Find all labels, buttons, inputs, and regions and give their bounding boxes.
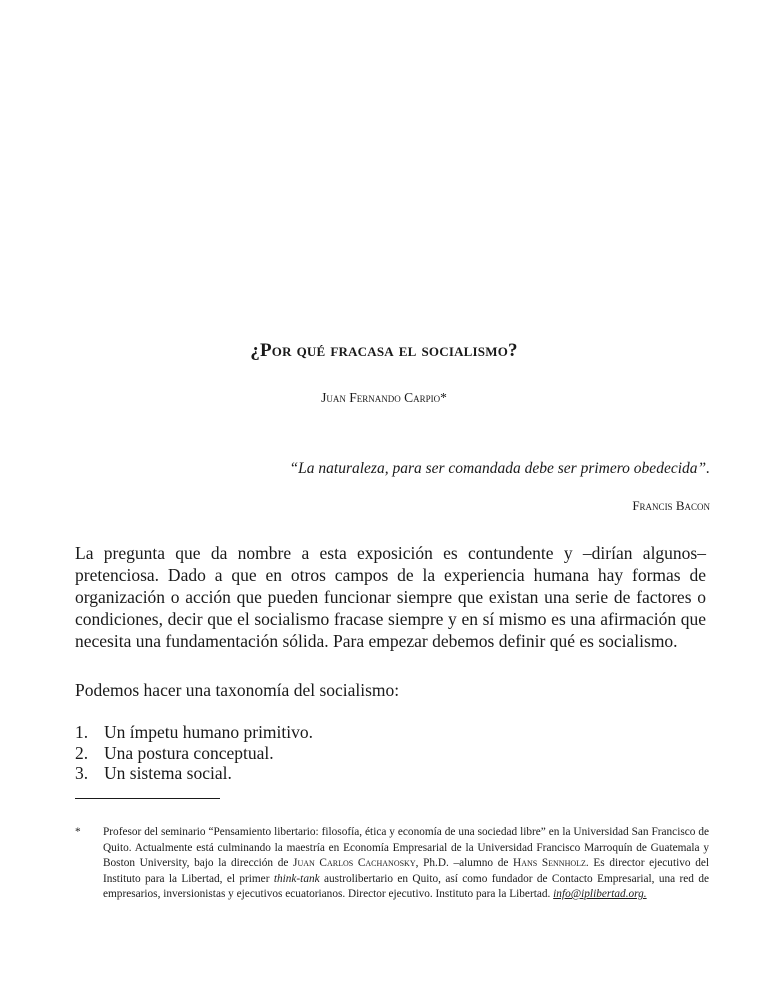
footnote-mark: * <box>75 826 81 838</box>
footnote-text-part: , Ph.D. –alumno de <box>415 857 514 869</box>
body-paragraph-1: La pregunta que da nombre a esta exposición es contundente y –dirían algunos– pretenciosa. Dado a que en otros campos de la experiencia humana hay formas de organización o acción que pueden funcionar siempre que existan una serie de factores o condiciones, decir que el socialismo fracase siempre y en sí mismo es una afirmación que necesita una fundamentación sólida. Para empezar debemos definir qué es socialismo. <box>75 543 706 651</box>
epigraph-quote: “La naturaleza, para ser comandada debe ser primero obedecida”. <box>289 460 710 477</box>
footnote-text <box>103 825 709 903</box>
article-title: ¿Por qué fracasa el socialismo? <box>250 340 518 361</box>
taxonomy-list <box>75 722 675 784</box>
epigraph-source: Francis Bacon <box>632 498 710 513</box>
list-item-text: Una postura conceptual. <box>104 742 274 763</box>
footnote-person-name: Juan Carlos Cachanosky <box>293 857 416 869</box>
footnote <box>75 825 709 903</box>
body-paragraph-2: Podemos hacer una taxonomía del socialismo: <box>75 680 400 700</box>
list-item-number: 2. <box>75 742 89 763</box>
footnote-italic-term: think-tank <box>273 872 320 885</box>
footnote-text-part: . Es director ejecutivo del Instituto para la Libertad, el primer <box>103 857 709 885</box>
footnote-person-name: Hans Sennholz <box>513 857 586 869</box>
footnote-separator <box>75 798 220 799</box>
article-author: Juan Fernando Carpio* <box>321 390 447 405</box>
list-item-text: Un sistema social. <box>104 763 232 783</box>
list-item <box>75 763 675 784</box>
footnote-text-part: austrolibertario en Quito, así como fundador de Contacto Empresarial, una red de empresarios, inversionistas y ejecutivos ecuatorianos. Director ejecutivo. Instituto para la Libertad. <box>103 872 709 900</box>
list-item <box>75 743 675 764</box>
list-item-text: Un ímpetu humano primitivo. <box>104 722 314 742</box>
list-item-number: 3. <box>75 763 89 783</box>
footnote-email-link[interactable]: info@iplibertad.org. <box>553 888 647 900</box>
list-item <box>75 722 675 743</box>
list-item-number: 1. <box>75 722 89 742</box>
footnote-text-part: Profesor del seminario “Pensamiento libertario: filosofía, ética y economía de una sociedad libre” en la Universidad San Francisco de Quito. Actualmente está culminando la maestría en Economía Empresarial de la Universidad Francisco Marroquín de Guatemala y Boston University, bajo la dirección de <box>103 826 709 869</box>
